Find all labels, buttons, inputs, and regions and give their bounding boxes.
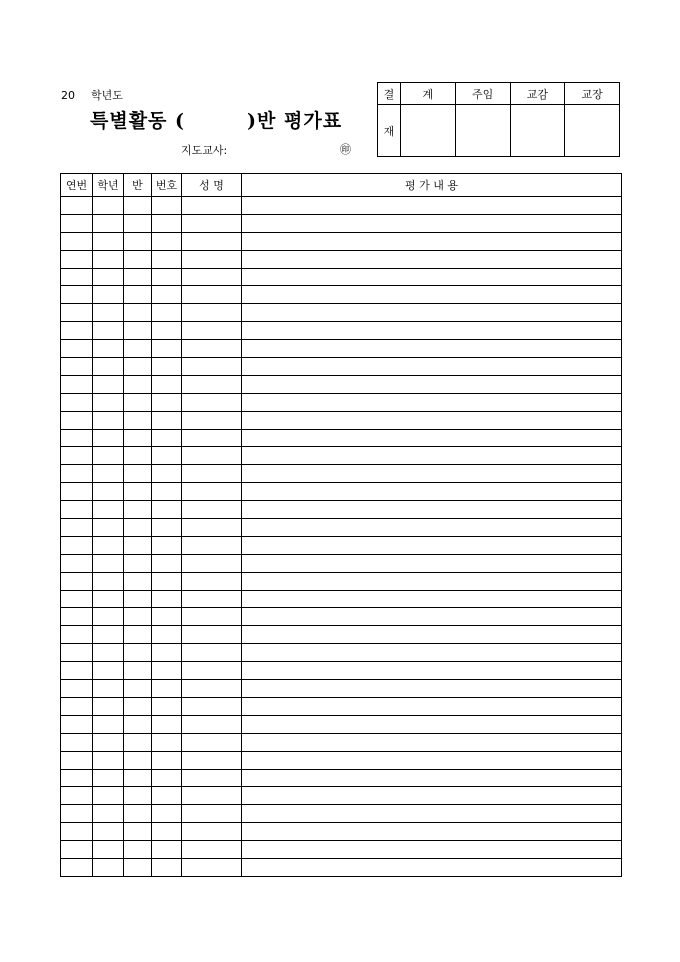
grade-cell[interactable] [93, 429, 124, 447]
header-grade: 학년 [93, 174, 124, 197]
class-cell[interactable] [124, 358, 152, 376]
grade-cell[interactable] [93, 536, 124, 554]
grade-cell[interactable] [93, 769, 124, 787]
serial-cell[interactable] [61, 536, 93, 554]
name-cell[interactable] [182, 715, 242, 733]
evaluation-cell[interactable] [242, 680, 622, 698]
evaluation-cell[interactable] [242, 733, 622, 751]
grade-cell[interactable] [93, 626, 124, 644]
serial-cell[interactable] [61, 858, 93, 876]
class-cell[interactable] [124, 697, 152, 715]
name-cell[interactable] [182, 214, 242, 232]
table-row [61, 501, 622, 519]
serial-cell[interactable] [61, 358, 93, 376]
table-row [61, 447, 622, 465]
number-cell[interactable] [152, 465, 182, 483]
table-row [61, 232, 622, 250]
class-cell[interactable] [124, 572, 152, 590]
grade-cell[interactable] [93, 268, 124, 286]
table-row [61, 697, 622, 715]
table-row [61, 626, 622, 644]
number-cell[interactable] [152, 286, 182, 304]
grade-cell[interactable] [93, 483, 124, 501]
serial-cell[interactable] [61, 644, 93, 662]
approval-sign-cell[interactable] [510, 105, 565, 157]
grade-cell[interactable] [93, 447, 124, 465]
number-cell[interactable] [152, 429, 182, 447]
class-cell[interactable] [124, 644, 152, 662]
year-prefix: 20 [61, 89, 75, 102]
serial-cell[interactable] [61, 214, 93, 232]
number-cell[interactable] [152, 733, 182, 751]
number-cell[interactable] [152, 214, 182, 232]
name-cell[interactable] [182, 572, 242, 590]
class-cell[interactable] [124, 680, 152, 698]
name-cell[interactable] [182, 697, 242, 715]
serial-cell[interactable] [61, 805, 93, 823]
header-serial: 연번 [61, 174, 93, 197]
table-row [61, 465, 622, 483]
class-cell[interactable] [124, 554, 152, 572]
name-cell[interactable] [182, 733, 242, 751]
evaluation-cell[interactable] [242, 519, 622, 537]
serial-cell[interactable] [61, 447, 93, 465]
number-cell[interactable] [152, 680, 182, 698]
table-row [61, 375, 622, 393]
serial-cell[interactable] [61, 662, 93, 680]
table-row [61, 250, 622, 268]
serial-cell[interactable] [61, 715, 93, 733]
number-cell[interactable] [152, 197, 182, 215]
number-cell[interactable] [152, 411, 182, 429]
serial-cell[interactable] [61, 322, 93, 340]
number-cell[interactable] [152, 232, 182, 250]
name-cell[interactable] [182, 536, 242, 554]
grade-cell[interactable] [93, 358, 124, 376]
number-cell[interactable] [152, 536, 182, 554]
name-cell[interactable] [182, 626, 242, 644]
header-number: 번호 [152, 174, 182, 197]
teacher-label: 지도교사: [181, 144, 228, 157]
class-cell[interactable] [124, 250, 152, 268]
grade-cell[interactable] [93, 787, 124, 805]
table-row [61, 680, 622, 698]
class-cell[interactable] [124, 662, 152, 680]
grade-cell[interactable] [93, 411, 124, 429]
serial-cell[interactable] [61, 841, 93, 859]
table-row [61, 608, 622, 626]
grade-cell[interactable] [93, 232, 124, 250]
evaluation-cell[interactable] [242, 841, 622, 859]
name-cell[interactable] [182, 250, 242, 268]
name-cell[interactable] [182, 393, 242, 411]
table-row [61, 858, 622, 876]
grade-cell[interactable] [93, 644, 124, 662]
evaluation-cell[interactable] [242, 715, 622, 733]
number-cell[interactable] [152, 483, 182, 501]
name-cell[interactable] [182, 751, 242, 769]
serial-cell[interactable] [61, 769, 93, 787]
grade-cell[interactable] [93, 608, 124, 626]
serial-cell[interactable] [61, 465, 93, 483]
number-cell[interactable] [152, 590, 182, 608]
serial-cell[interactable] [61, 411, 93, 429]
number-cell[interactable] [152, 751, 182, 769]
table-header-row [61, 174, 622, 197]
name-cell[interactable] [182, 519, 242, 537]
approval-col-1: 계 [401, 83, 456, 105]
evaluation-cell[interactable] [242, 536, 622, 554]
table-body [61, 197, 622, 877]
serial-cell[interactable] [61, 608, 93, 626]
evaluation-cell[interactable] [242, 214, 622, 232]
class-cell[interactable] [124, 858, 152, 876]
header-class: 반 [124, 174, 152, 197]
class-cell[interactable] [124, 375, 152, 393]
evaluation-cell[interactable] [242, 662, 622, 680]
serial-cell[interactable] [61, 340, 93, 358]
name-cell[interactable] [182, 340, 242, 358]
class-cell[interactable] [124, 536, 152, 554]
grade-cell[interactable] [93, 590, 124, 608]
table-row [61, 572, 622, 590]
class-cell[interactable] [124, 340, 152, 358]
grade-cell[interactable] [93, 733, 124, 751]
title-right: )반 평가표 [247, 110, 343, 132]
class-cell[interactable] [124, 823, 152, 841]
class-cell[interactable] [124, 197, 152, 215]
evaluation-table [60, 173, 622, 877]
name-cell[interactable] [182, 590, 242, 608]
evaluation-cell[interactable] [242, 447, 622, 465]
serial-cell[interactable] [61, 286, 93, 304]
grade-cell[interactable] [93, 250, 124, 268]
class-cell[interactable] [124, 322, 152, 340]
evaluation-cell[interactable] [242, 823, 622, 841]
class-cell[interactable] [124, 268, 152, 286]
serial-cell[interactable] [61, 733, 93, 751]
grade-cell[interactable] [93, 322, 124, 340]
year-suffix: 학년도 [91, 89, 123, 102]
name-cell[interactable] [182, 232, 242, 250]
table-row [61, 733, 622, 751]
grade-cell[interactable] [93, 393, 124, 411]
table-row [61, 644, 622, 662]
evaluation-cell[interactable] [242, 697, 622, 715]
grade-cell[interactable] [93, 823, 124, 841]
name-cell[interactable] [182, 608, 242, 626]
serial-cell[interactable] [61, 250, 93, 268]
approval-sign-cell[interactable] [565, 105, 620, 157]
number-cell[interactable] [152, 823, 182, 841]
class-cell[interactable] [124, 787, 152, 805]
number-cell[interactable] [152, 268, 182, 286]
class-cell[interactable] [124, 841, 152, 859]
evaluation-cell[interactable] [242, 465, 622, 483]
table-row [61, 519, 622, 537]
name-cell[interactable] [182, 787, 242, 805]
name-cell[interactable] [182, 662, 242, 680]
number-cell[interactable] [152, 340, 182, 358]
number-cell[interactable] [152, 841, 182, 859]
table-row [61, 286, 622, 304]
name-cell[interactable] [182, 501, 242, 519]
evaluation-cell[interactable] [242, 590, 622, 608]
name-cell[interactable] [182, 358, 242, 376]
evaluation-cell[interactable] [242, 608, 622, 626]
name-cell[interactable] [182, 322, 242, 340]
approval-col-4: 교장 [565, 83, 620, 105]
number-cell[interactable] [152, 572, 182, 590]
evaluation-cell[interactable] [242, 268, 622, 286]
evaluation-cell[interactable] [242, 572, 622, 590]
grade-cell[interactable] [93, 304, 124, 322]
serial-cell[interactable] [61, 304, 93, 322]
school-year-line [61, 87, 123, 103]
name-cell[interactable] [182, 554, 242, 572]
grade-cell[interactable] [93, 214, 124, 232]
evaluation-cell[interactable] [242, 626, 622, 644]
table-row [61, 536, 622, 554]
serial-cell[interactable] [61, 268, 93, 286]
table-row [61, 805, 622, 823]
serial-cell[interactable] [61, 787, 93, 805]
name-cell[interactable] [182, 375, 242, 393]
serial-cell[interactable] [61, 680, 93, 698]
class-cell[interactable] [124, 805, 152, 823]
number-cell[interactable] [152, 644, 182, 662]
class-cell[interactable] [124, 769, 152, 787]
table-row [61, 358, 622, 376]
table-row [61, 590, 622, 608]
grade-cell[interactable] [93, 340, 124, 358]
name-cell[interactable] [182, 197, 242, 215]
table-row [61, 751, 622, 769]
table-row [61, 841, 622, 859]
approval-col-3: 교감 [510, 83, 565, 105]
number-cell[interactable] [152, 375, 182, 393]
evaluation-cell[interactable] [242, 769, 622, 787]
page-title [90, 106, 342, 133]
name-cell[interactable] [182, 465, 242, 483]
name-cell[interactable] [182, 268, 242, 286]
seal-mark: ㊞ [340, 143, 351, 156]
serial-cell[interactable] [61, 232, 93, 250]
number-cell[interactable] [152, 501, 182, 519]
serial-cell[interactable] [61, 197, 93, 215]
class-cell[interactable] [124, 483, 152, 501]
grade-cell[interactable] [93, 501, 124, 519]
table-row [61, 715, 622, 733]
class-cell[interactable] [124, 232, 152, 250]
table-row [61, 340, 622, 358]
grade-cell[interactable] [93, 680, 124, 698]
evaluation-cell[interactable] [242, 483, 622, 501]
name-cell[interactable] [182, 858, 242, 876]
evaluation-cell[interactable] [242, 340, 622, 358]
number-cell[interactable] [152, 769, 182, 787]
evaluation-cell[interactable] [242, 411, 622, 429]
serial-cell[interactable] [61, 823, 93, 841]
grade-cell[interactable] [93, 465, 124, 483]
table-row [61, 769, 622, 787]
grade-cell[interactable] [93, 751, 124, 769]
grade-cell[interactable] [93, 715, 124, 733]
table-row [61, 322, 622, 340]
name-cell[interactable] [182, 805, 242, 823]
name-cell[interactable] [182, 769, 242, 787]
class-cell[interactable] [124, 304, 152, 322]
class-cell[interactable] [124, 733, 152, 751]
number-cell[interactable] [152, 393, 182, 411]
serial-cell[interactable] [61, 554, 93, 572]
evaluation-cell[interactable] [242, 322, 622, 340]
evaluation-cell[interactable] [242, 501, 622, 519]
name-cell[interactable] [182, 483, 242, 501]
table-row [61, 411, 622, 429]
name-cell[interactable] [182, 411, 242, 429]
number-cell[interactable] [152, 322, 182, 340]
number-cell[interactable] [152, 447, 182, 465]
name-cell[interactable] [182, 680, 242, 698]
evaluation-cell[interactable] [242, 358, 622, 376]
evaluation-cell[interactable] [242, 375, 622, 393]
evaluation-cell[interactable] [242, 393, 622, 411]
header-name: 성 명 [182, 174, 242, 197]
approval-side-bottom: 재 [378, 105, 401, 157]
grade-cell[interactable] [93, 519, 124, 537]
evaluation-cell[interactable] [242, 554, 622, 572]
grade-cell[interactable] [93, 197, 124, 215]
approval-sign-cell[interactable] [401, 105, 456, 157]
name-cell[interactable] [182, 644, 242, 662]
evaluation-cell[interactable] [242, 858, 622, 876]
grade-cell[interactable] [93, 858, 124, 876]
number-cell[interactable] [152, 697, 182, 715]
class-cell[interactable] [124, 626, 152, 644]
evaluation-cell[interactable] [242, 805, 622, 823]
number-cell[interactable] [152, 358, 182, 376]
evaluation-cell[interactable] [242, 429, 622, 447]
table-row [61, 304, 622, 322]
title-left: 특별활동 ( [90, 110, 186, 132]
class-cell[interactable] [124, 429, 152, 447]
evaluation-cell[interactable] [242, 304, 622, 322]
serial-cell[interactable] [61, 393, 93, 411]
name-cell[interactable] [182, 447, 242, 465]
grade-cell[interactable] [93, 662, 124, 680]
name-cell[interactable] [182, 823, 242, 841]
grade-cell[interactable] [93, 286, 124, 304]
evaluation-cell[interactable] [242, 232, 622, 250]
number-cell[interactable] [152, 519, 182, 537]
class-cell[interactable] [124, 286, 152, 304]
table-row [61, 823, 622, 841]
class-cell[interactable] [124, 214, 152, 232]
grade-cell[interactable] [93, 805, 124, 823]
serial-cell[interactable] [61, 751, 93, 769]
evaluation-cell[interactable] [242, 250, 622, 268]
grade-cell[interactable] [93, 697, 124, 715]
evaluation-cell[interactable] [242, 644, 622, 662]
class-cell[interactable] [124, 393, 152, 411]
table-row [61, 429, 622, 447]
number-cell[interactable] [152, 250, 182, 268]
approval-col-2: 주임 [455, 83, 510, 105]
table-row [61, 483, 622, 501]
serial-cell[interactable] [61, 519, 93, 537]
grade-cell[interactable] [93, 554, 124, 572]
number-cell[interactable] [152, 626, 182, 644]
approval-sign-cell[interactable] [455, 105, 510, 157]
number-cell[interactable] [152, 787, 182, 805]
class-cell[interactable] [124, 590, 152, 608]
serial-cell[interactable] [61, 429, 93, 447]
serial-cell[interactable] [61, 501, 93, 519]
approval-side-top: 결 [378, 83, 401, 105]
class-cell[interactable] [124, 501, 152, 519]
evaluation-cell[interactable] [242, 787, 622, 805]
serial-cell[interactable] [61, 590, 93, 608]
name-cell[interactable] [182, 304, 242, 322]
serial-cell[interactable] [61, 375, 93, 393]
grade-cell[interactable] [93, 841, 124, 859]
name-cell[interactable] [182, 841, 242, 859]
serial-cell[interactable] [61, 697, 93, 715]
number-cell[interactable] [152, 554, 182, 572]
approval-box [377, 82, 620, 157]
header-evaluation: 평 가 내 용 [242, 174, 622, 197]
number-cell[interactable] [152, 805, 182, 823]
number-cell[interactable] [152, 662, 182, 680]
class-cell[interactable] [124, 751, 152, 769]
number-cell[interactable] [152, 608, 182, 626]
table-row [61, 268, 622, 286]
name-cell[interactable] [182, 286, 242, 304]
number-cell[interactable] [152, 715, 182, 733]
class-cell[interactable] [124, 411, 152, 429]
evaluation-cell[interactable] [242, 286, 622, 304]
class-cell[interactable] [124, 519, 152, 537]
serial-cell[interactable] [61, 572, 93, 590]
class-cell[interactable] [124, 715, 152, 733]
table-row [61, 787, 622, 805]
evaluation-cell[interactable] [242, 197, 622, 215]
number-cell[interactable] [152, 858, 182, 876]
serial-cell[interactable] [61, 483, 93, 501]
class-cell[interactable] [124, 465, 152, 483]
class-cell[interactable] [124, 608, 152, 626]
table-row [61, 554, 622, 572]
serial-cell[interactable] [61, 626, 93, 644]
evaluation-cell[interactable] [242, 751, 622, 769]
grade-cell[interactable] [93, 375, 124, 393]
grade-cell[interactable] [93, 572, 124, 590]
number-cell[interactable] [152, 304, 182, 322]
table-row [61, 393, 622, 411]
table-row [61, 214, 622, 232]
name-cell[interactable] [182, 429, 242, 447]
class-cell[interactable] [124, 447, 152, 465]
table-row [61, 662, 622, 680]
table-row [61, 197, 622, 215]
